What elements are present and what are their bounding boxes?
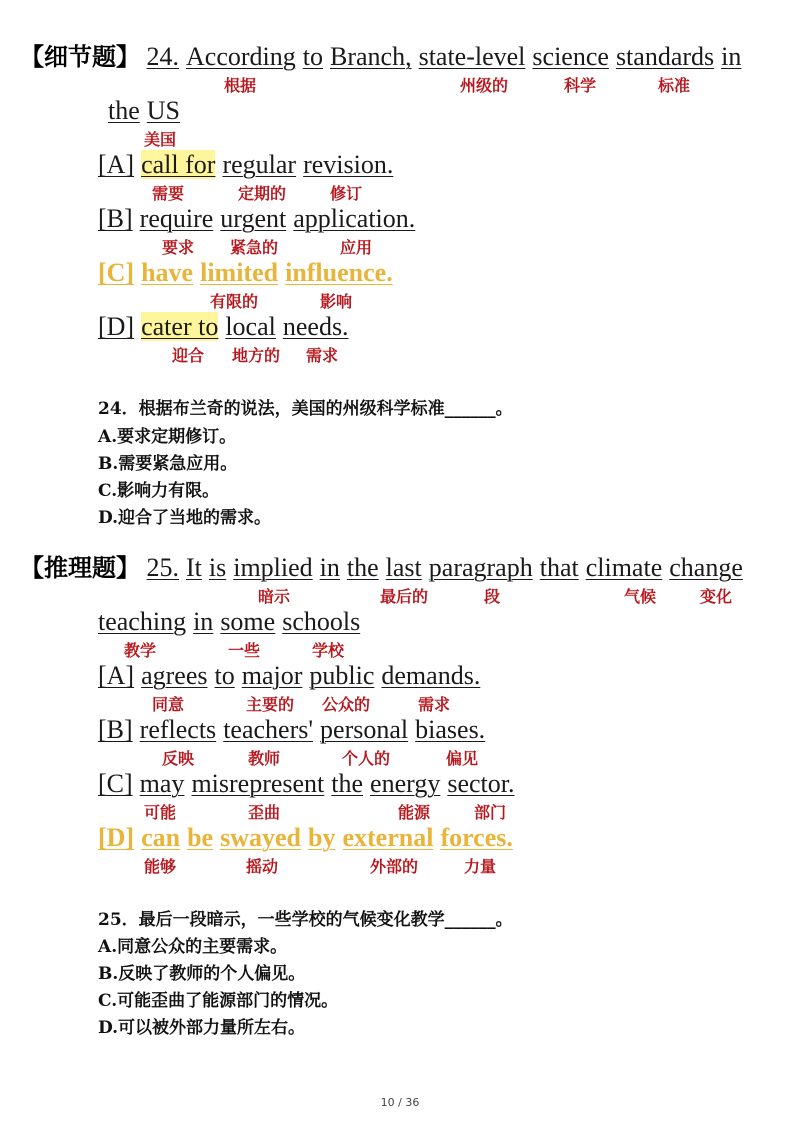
word: According [186,42,296,71]
q25-number: 25. [146,553,179,582]
q25-stem-line1 [20,553,743,583]
q24-option-d [98,312,349,342]
q25-cn-option: D.可以被外部力量所左右。 [98,1018,306,1038]
word: influence. [285,258,393,287]
word: Branch, [329,42,412,71]
word: personal [320,715,409,744]
option-letter: [D] [98,823,135,852]
word: standards [615,42,715,71]
q24-cn-option: B.需要紧急应用。 [98,454,238,474]
gloss: 需求 [306,346,339,365]
word: revision. [303,150,394,179]
q24-stem-line2 [108,96,180,126]
q24-number: 24. [146,42,179,71]
gloss: 偏见 [446,749,479,768]
q24-type-tag: 【细节题】 [20,43,140,71]
word: in [721,42,742,71]
q25-stem-line2 [98,607,360,637]
word: biases. [415,715,486,744]
word: agrees [141,661,208,690]
word: local [225,312,276,341]
q25-cn-stem: 25．最后一段暗示，一些学校的气候变化教学______。 [98,910,513,930]
word: be [187,823,214,852]
gloss: 需求 [418,695,451,714]
gloss: 标准 [658,76,691,95]
option-letter: [B] [98,715,133,744]
option-letter: [C] [98,258,135,287]
q25-cn-option: B.反映了教师的个人偏见。 [98,964,306,984]
word: climate [585,553,663,582]
q25-cn-option: C.可能歪曲了能源部门的情况。 [98,991,339,1011]
word: schools [282,607,361,636]
word: call for [141,150,216,179]
word: science [532,42,609,71]
gloss: 暗示 [258,587,291,606]
gloss: 变化 [700,587,733,606]
word: last [385,553,422,582]
gloss: 定期的 [238,184,287,203]
word: energy [370,769,441,798]
gloss: 能源 [398,803,431,822]
gloss: 歪曲 [248,803,281,822]
q24-cn-option: D.迎合了当地的需求。 [98,508,272,528]
gloss: 根据 [224,76,257,95]
word: reflects [139,715,217,744]
q25-type-tag: 【推理题】 [20,554,140,582]
gloss: 公众的 [322,695,371,714]
q24-option-b [98,204,415,234]
gloss: 部门 [474,803,507,822]
word: state-level [418,42,526,71]
gloss: 应用 [340,238,373,257]
word: to [302,42,323,71]
word: may [139,769,185,798]
gloss: 有限的 [210,292,259,311]
gloss: 学校 [312,641,345,660]
q25-option-b [98,715,485,745]
q24-cn-option: C.影响力有限。 [98,481,220,501]
gloss: 美国 [144,130,177,149]
word: that [539,553,579,582]
word: needs. [282,312,349,341]
gloss: 气候 [624,587,657,606]
word: application. [293,204,416,233]
gloss: 需要 [152,184,185,203]
word: It [186,553,202,582]
gloss: 要求 [162,238,195,257]
word: have [141,258,194,287]
word: can [141,823,181,852]
gloss: 同意 [152,695,185,714]
word: to [214,661,235,690]
q24-stem-line1 [20,42,741,72]
word: in [319,553,340,582]
word: the [108,96,140,125]
option-letter: [B] [98,204,133,233]
gloss: 力量 [464,857,497,876]
gloss: 段 [484,587,501,606]
gloss: 科学 [564,76,597,95]
word: paragraph [428,553,533,582]
q24-option-c-correct [98,258,393,288]
gloss: 主要的 [246,695,295,714]
option-letter: [D] [98,312,135,341]
q25-option-c [98,769,514,799]
gloss: 外部的 [370,857,419,876]
word: the [331,769,364,798]
q24-cn-stem: 24．根据布兰奇的说法，美国的州级科学标准______。 [98,399,513,419]
word: limited [200,258,279,287]
word: the [346,553,379,582]
word: US [146,96,181,125]
word: demands. [381,661,481,690]
page-number: 10 / 36 [380,1096,420,1109]
word: teachers' [223,715,314,744]
word: in [193,607,214,636]
gloss: 影响 [320,292,353,311]
word: implied [233,553,313,582]
gloss: 教师 [248,749,281,768]
word: some [220,607,276,636]
gloss: 地方的 [232,346,281,365]
q25-option-d-correct [98,823,513,853]
gloss: 摇动 [246,857,279,876]
word: by [308,823,336,852]
word: change [669,553,743,582]
gloss: 最后的 [380,587,429,606]
gloss: 能够 [144,857,177,876]
word: cater to [141,312,219,341]
option-letter: [C] [98,769,133,798]
gloss: 州级的 [460,76,509,95]
word: require [139,204,214,233]
gloss: 紧急的 [230,238,279,257]
word: regular [222,150,297,179]
word: forces. [440,823,513,852]
option-letter: [A] [98,661,135,690]
q24-option-a [98,150,393,180]
word: swayed [220,823,301,852]
gloss: 反映 [162,749,195,768]
q25-option-a [98,661,480,691]
word: is [208,553,227,582]
word: external [342,823,434,852]
word: urgent [220,204,287,233]
word: major [241,661,303,690]
gloss: 一些 [228,641,261,660]
word: teaching [98,607,187,636]
word: sector. [447,769,515,798]
gloss: 个人的 [342,749,391,768]
gloss: 迎合 [172,346,205,365]
word: public [309,661,375,690]
q25-cn-option: A.同意公众的主要需求。 [98,937,288,957]
gloss: 可能 [144,803,177,822]
gloss: 教学 [124,641,157,660]
option-letter: [A] [98,150,135,179]
word: misrepresent [191,769,325,798]
q24-cn-option: A.要求定期修订。 [98,427,237,447]
gloss: 修订 [330,184,363,203]
